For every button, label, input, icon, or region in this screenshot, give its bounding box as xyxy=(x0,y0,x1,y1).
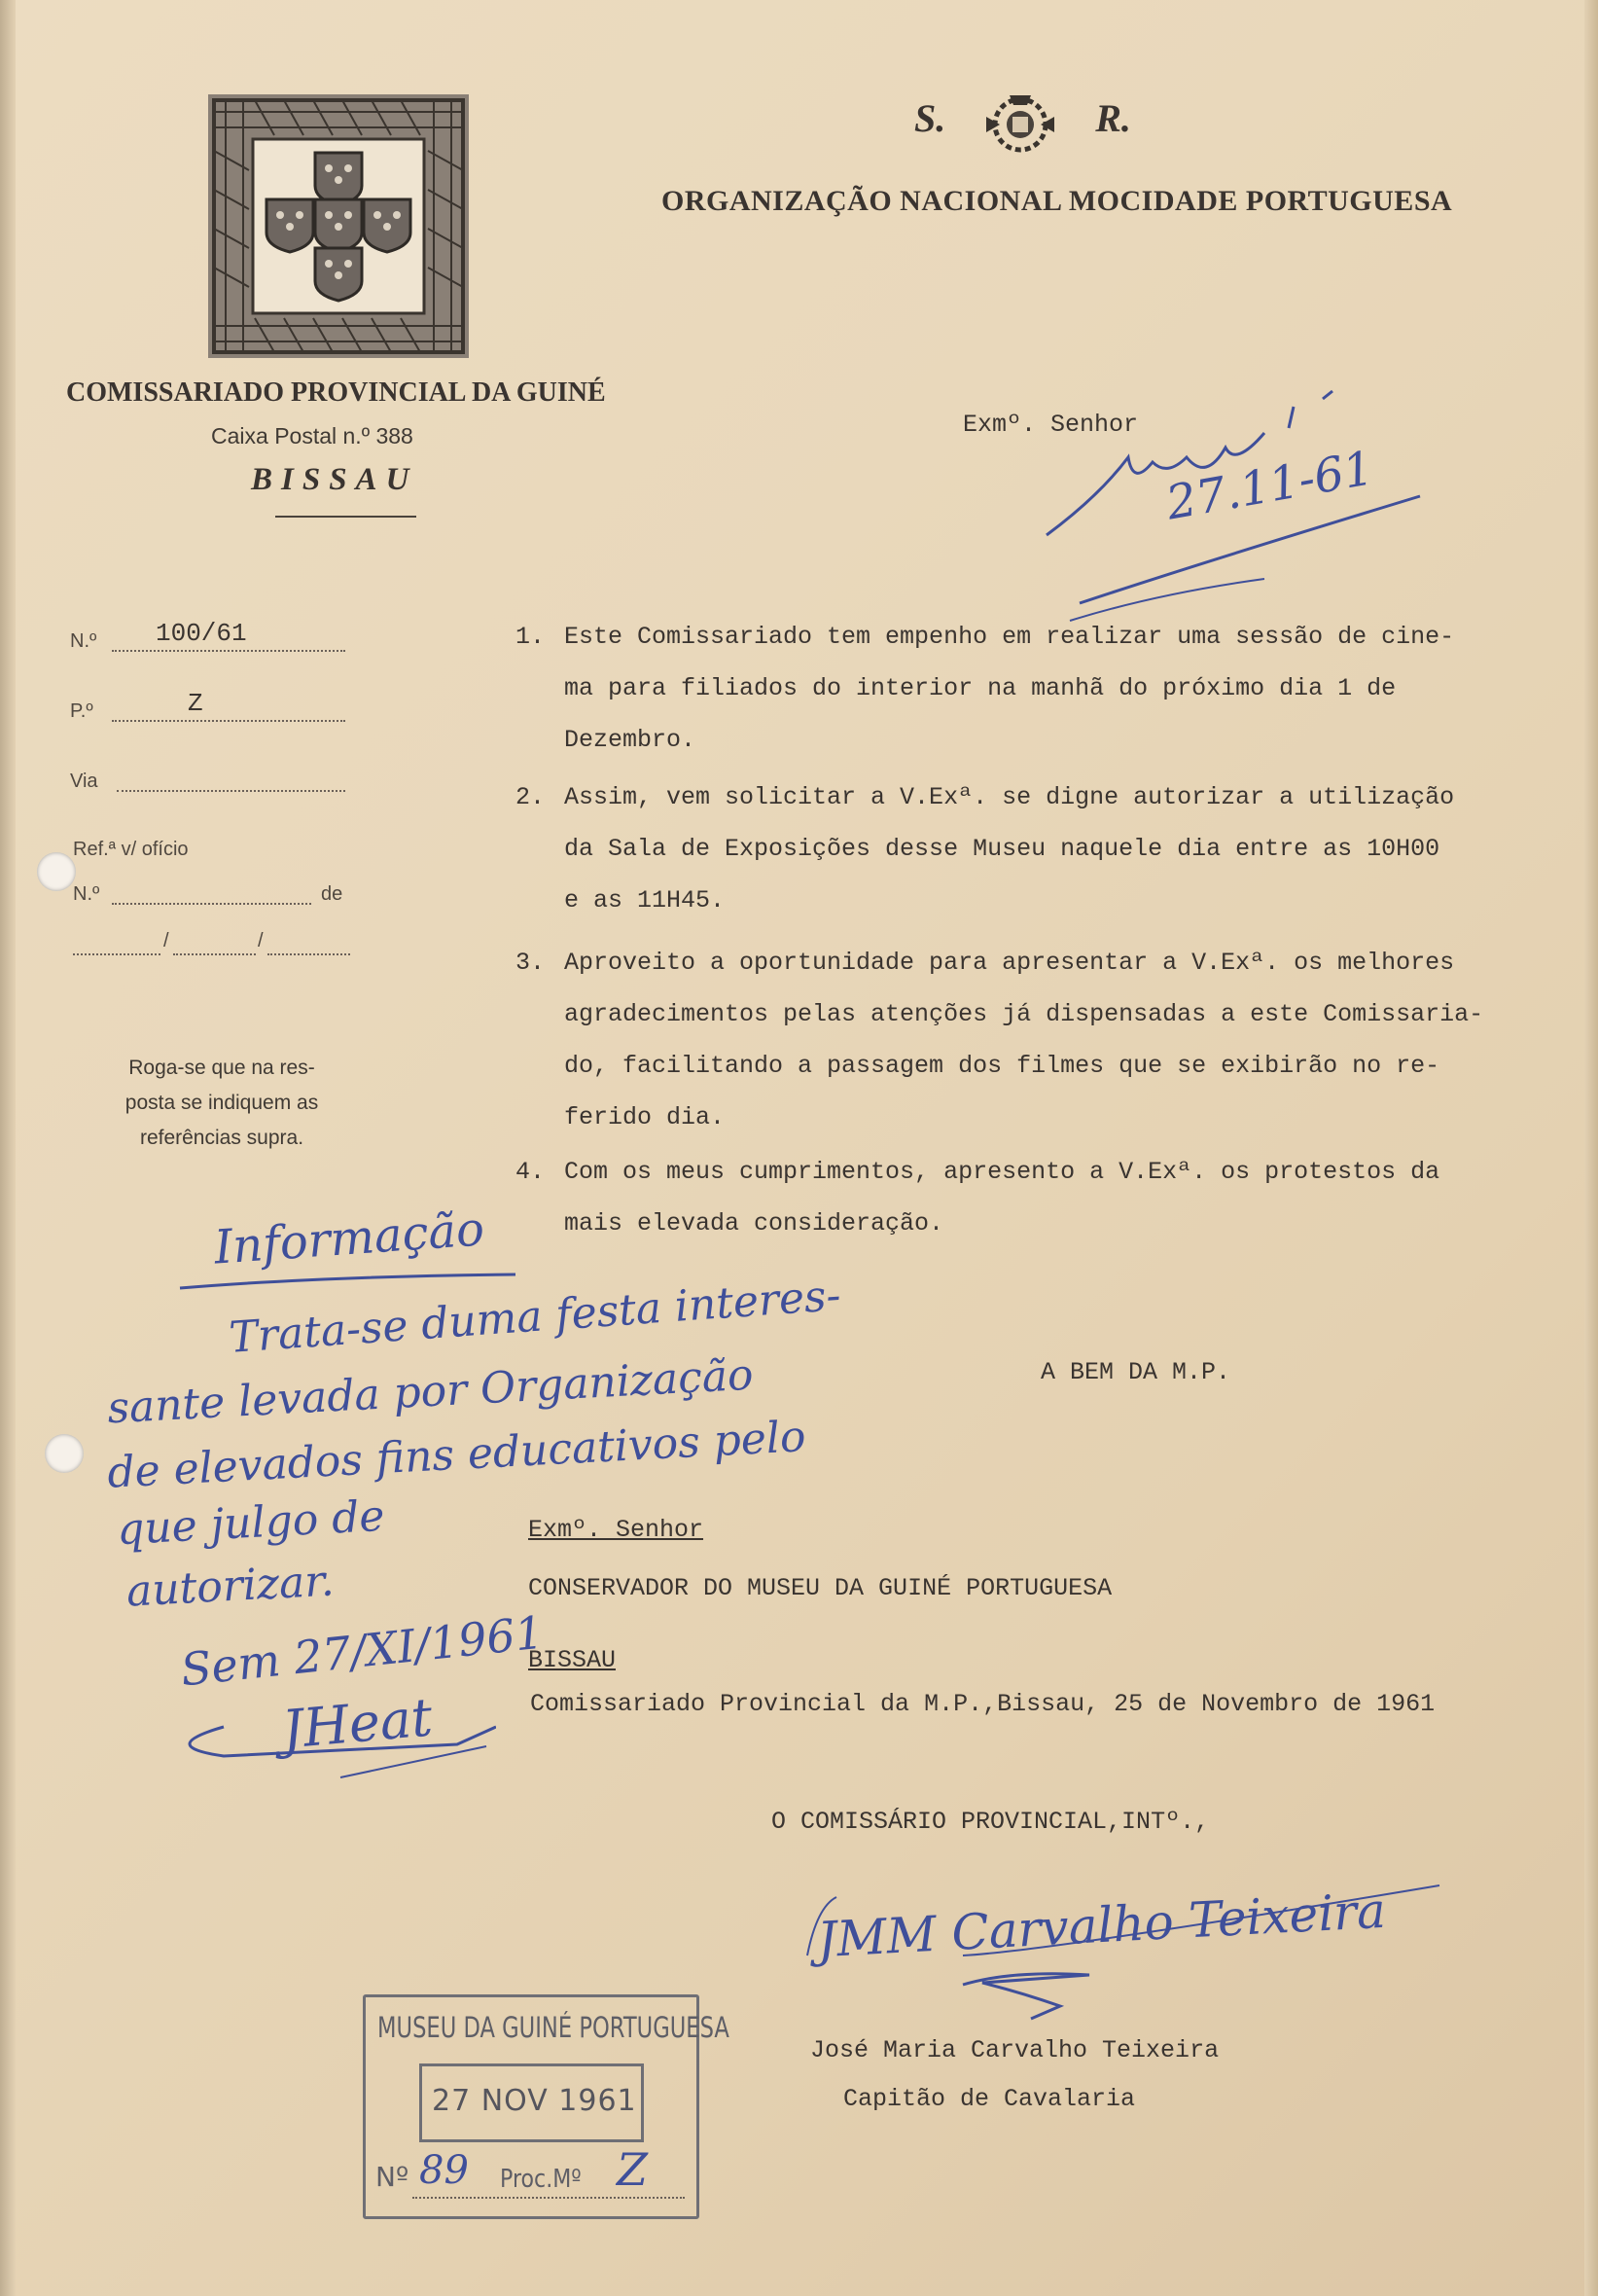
stamp-proc-value: Z xyxy=(617,2143,648,2196)
process-dotline xyxy=(112,720,345,722)
paragraph-number: 1. xyxy=(515,623,546,651)
date-dotline-2 xyxy=(173,953,256,955)
paragraph-line: do, facilitando a passagem dos filmes que se exibirão no re- xyxy=(564,1052,1440,1080)
handwritten-line: autorizar. xyxy=(124,1556,336,1617)
handwritten-date: 27.11-61 xyxy=(1162,441,1378,531)
dateline: Comissariado Provincial da M.P.,Bissau, 25 de Novembro de 1961 xyxy=(530,1690,1436,1718)
paragraph-line: Este Comissariado tem empenho em realizar uma sessão de cine- xyxy=(564,623,1455,651)
paragraph-number: 3. xyxy=(515,949,546,977)
date-dotline-1 xyxy=(73,953,160,955)
note-line: Roga-se que na res- xyxy=(128,1057,315,1079)
paragraph-number: 2. xyxy=(515,783,546,811)
handwritten-note-date: Sem 27/XI/1961 xyxy=(178,1605,547,1697)
signature: JMM Carvalho Teixeira xyxy=(815,1882,1388,1969)
salutation: Exmº. Senhor xyxy=(963,411,1139,439)
handwritten-line: que julgo de xyxy=(115,1490,386,1556)
paragraph-line: Assim, vem solicitar a V.Exª. se digne autorizar a utilização xyxy=(564,783,1455,811)
reference-note xyxy=(76,1051,368,1156)
address-recipient: CONSERVADOR DO MUSEU DA GUINÉ PORTUGUESA xyxy=(528,1574,1113,1602)
paragraph-line: ma para filiados do interior na manhã do próximo dia 1 de xyxy=(564,674,1397,702)
heading-underline-icon xyxy=(175,1267,525,1296)
punch-hole xyxy=(37,852,76,891)
paragraph-line: ferido dia. xyxy=(564,1103,726,1131)
paragraph-line: Aproveito a oportunidade para apresentar a V.Exª. os melhores xyxy=(564,949,1455,977)
ref-label: Ref.ª v/ ofício xyxy=(73,839,189,860)
signatory-rank: Capitão de Cavalaria xyxy=(843,2085,1136,2113)
stamp-proc-label: Proc.Mº xyxy=(500,2165,582,2194)
note-line: posta se indiquem as xyxy=(124,1092,319,1114)
paragraph-1 xyxy=(515,611,1566,766)
emblem-icon xyxy=(206,92,471,360)
coat-of-arms-icon xyxy=(980,88,1060,158)
handwritten-line: sante levada por Organização xyxy=(106,1349,755,1434)
organization-title: ORGANIZAÇÃO NACIONAL MOCIDADE PORTUGUESA xyxy=(661,185,1453,217)
process-label: P.º xyxy=(70,700,93,722)
handwritten-approval-icon xyxy=(1041,389,1430,623)
date-slash-1: / xyxy=(163,930,169,951)
stamp-number-value: 89 xyxy=(419,2148,469,2193)
stamp-date-box xyxy=(419,2063,644,2142)
ref-de-label: de xyxy=(321,883,343,905)
handwritten-line: Trata-se duma festa interes- xyxy=(227,1271,842,1363)
date-slash-2: / xyxy=(258,930,264,951)
paragraph-line: Com os meus cumprimentos, apresento a V.Exª. os protestos da xyxy=(564,1158,1440,1186)
date-dotline-3 xyxy=(267,953,350,955)
paragraph-line: agradecimentos pelas atenções já dispensadas a este Comissaria- xyxy=(564,1000,1484,1028)
signatory-name: José Maria Carvalho Teixeira xyxy=(810,2036,1220,2064)
address-city: BISSAU xyxy=(528,1646,617,1674)
paragraph-line: mais elevada consideração. xyxy=(564,1209,944,1238)
sr-header xyxy=(914,88,1131,158)
ref-number-dotline xyxy=(112,903,311,905)
number-value: 100/61 xyxy=(156,619,247,648)
punch-hole xyxy=(45,1434,84,1473)
stamp-dotline xyxy=(412,2197,685,2199)
ref-number-label: N.º xyxy=(73,883,100,905)
address-salutation: Exmº. Senhor xyxy=(528,1516,704,1544)
note-line: referências supra. xyxy=(139,1127,304,1149)
via-label: Via xyxy=(70,771,98,792)
museum-stamp xyxy=(363,1994,729,2219)
paragraph-line: da Sala de Exposições desse Museu naquele dia entre as 10H00 xyxy=(564,835,1440,863)
paragraph-2 xyxy=(515,771,1566,926)
postal-box: Caixa Postal n.º 388 xyxy=(211,423,413,448)
number-label: N.º xyxy=(70,630,97,652)
paragraph-line: Dezembro. xyxy=(564,726,696,754)
paragraph-4 xyxy=(515,1146,1566,1249)
signatory-title: O COMISSÁRIO PROVINCIAL,INTº., xyxy=(771,1808,1210,1836)
paragraph-line: e as 11H45. xyxy=(564,886,726,915)
commissariat-title: COMISSARIADO PROVINCIAL DA GUINÉ xyxy=(66,377,606,408)
paragraph-3 xyxy=(515,937,1566,1143)
closing-formula: A BEM DA M.P. xyxy=(1041,1358,1231,1386)
stamp-date: 27 NOV 1961 xyxy=(432,2084,637,2118)
city-underline xyxy=(275,516,416,518)
signature-flourish-icon xyxy=(798,1878,1459,2024)
sr-right: R. xyxy=(1095,96,1131,141)
handwritten-initials: JHeat xyxy=(279,1686,436,1761)
stamp-number-label: Nº xyxy=(375,2161,409,2193)
number-dotline xyxy=(112,650,345,652)
initials-flourish-icon xyxy=(165,1717,496,1785)
handwritten-heading: Informação xyxy=(212,1202,486,1275)
paragraph-number: 4. xyxy=(515,1158,546,1186)
via-dotline xyxy=(117,790,345,792)
sr-left: S. xyxy=(914,96,946,141)
process-value: Z xyxy=(188,689,203,718)
handwritten-line: de elevados fins educativos pelo xyxy=(106,1412,807,1498)
header-city: BISSAU xyxy=(251,462,418,497)
stamp-title: MUSEU DA GUINÉ PORTUGUESA xyxy=(377,2011,729,2044)
